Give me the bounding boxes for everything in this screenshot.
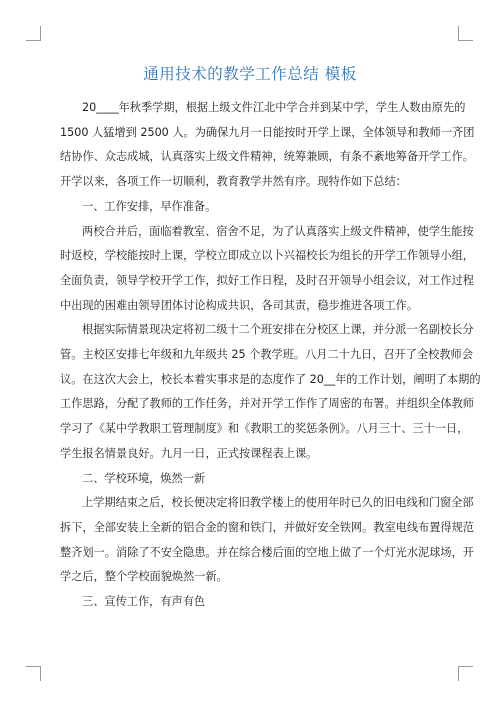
body-line: 议。在这次大会上，校长本着实事求是的态度作了 20__年的工作计划，阐明了本期的 [60,372,481,386]
body-line: 中出现的困难由领导团体讨论构成共识，各司其责，稳步推进各项工作。 [60,298,419,312]
body-line: 20____年秋季学期，根据上级文件江北中学合并到某中学，学生人数由原先的 [82,101,466,114]
body-line: 拆下，全部安装上全新的铝合金的窗和铁门，并做好安全铁网。教室电线布置得规范 [60,520,474,534]
body-line: 根据实际情景现决定将初二级十二个班安排在分校区上课，并分派一名副校长分 [82,323,474,337]
body-line: 工作思路，分配了教师的工作任务，并对开学工作作了周密的布署。并组织全体教师 [60,397,474,411]
body-line: 全面负责，领导学校开学工作，拟好工作日程，及时召开领导小组会议，对工作过程 [60,273,474,287]
body-line: 整齐划一。消除了不安全隐患。并在综合楼后面的空地上做了一个灯光水泥球场，开 [60,545,474,559]
body-line: 1500 人猛增到 2500 人。为确保九月一日能按时开学上课，全体领导和教师一齐团 [60,125,475,139]
document-title: 通用技术的教学工作总结 模板 [143,65,357,83]
crop-mark-top-left [26,26,41,41]
body-line: 开学以来，各项工作一切顺利，教育教学井然有序。现特作如下总结： [60,175,407,189]
body-line: 两校合并后，面临着教室、宿舍不足，为了认真落实上级文件精神，使学生能按 [82,224,474,238]
section-heading: 一、工作安排，早作准备。 [82,199,217,213]
section-heading: 三、宣传工作，有声有色 [82,595,206,609]
body-line: 结协作、众志成城，认真落实上级文件精神，统筹兼顾，有条不紊地筹备开学工作。 [60,150,474,164]
body-line: 管。主校区安排七年级和九年级共 25 个教学班。八月二十九日，召开了全校教师会 [60,348,473,362]
body-line: 学习了《某中学教职工管理制度》和《教职工的奖惩条例》。八月三十、三十一日， [60,422,469,436]
body-line: 时返校，学校能按时上课，学校立即成立以卜兴福校长为组长的开学工作领导小组， [60,249,474,263]
crop-mark-top-right [458,26,473,41]
crop-mark-bottom-right [458,666,473,681]
body-line: 学之后，整个学校面貌焕然一新。 [60,570,228,584]
body-line: 上学期结束之后，校长便决定将旧教学楼上的使用年时已久的旧电线和门窗全部 [82,496,474,510]
crop-mark-bottom-left [26,666,41,681]
document-body [60,96,481,615]
section-heading: 二、学校环境，焕然一新 [82,471,206,485]
body-line: 学生报名情景良好。九月一日，正式按课程表上课。 [60,446,318,460]
